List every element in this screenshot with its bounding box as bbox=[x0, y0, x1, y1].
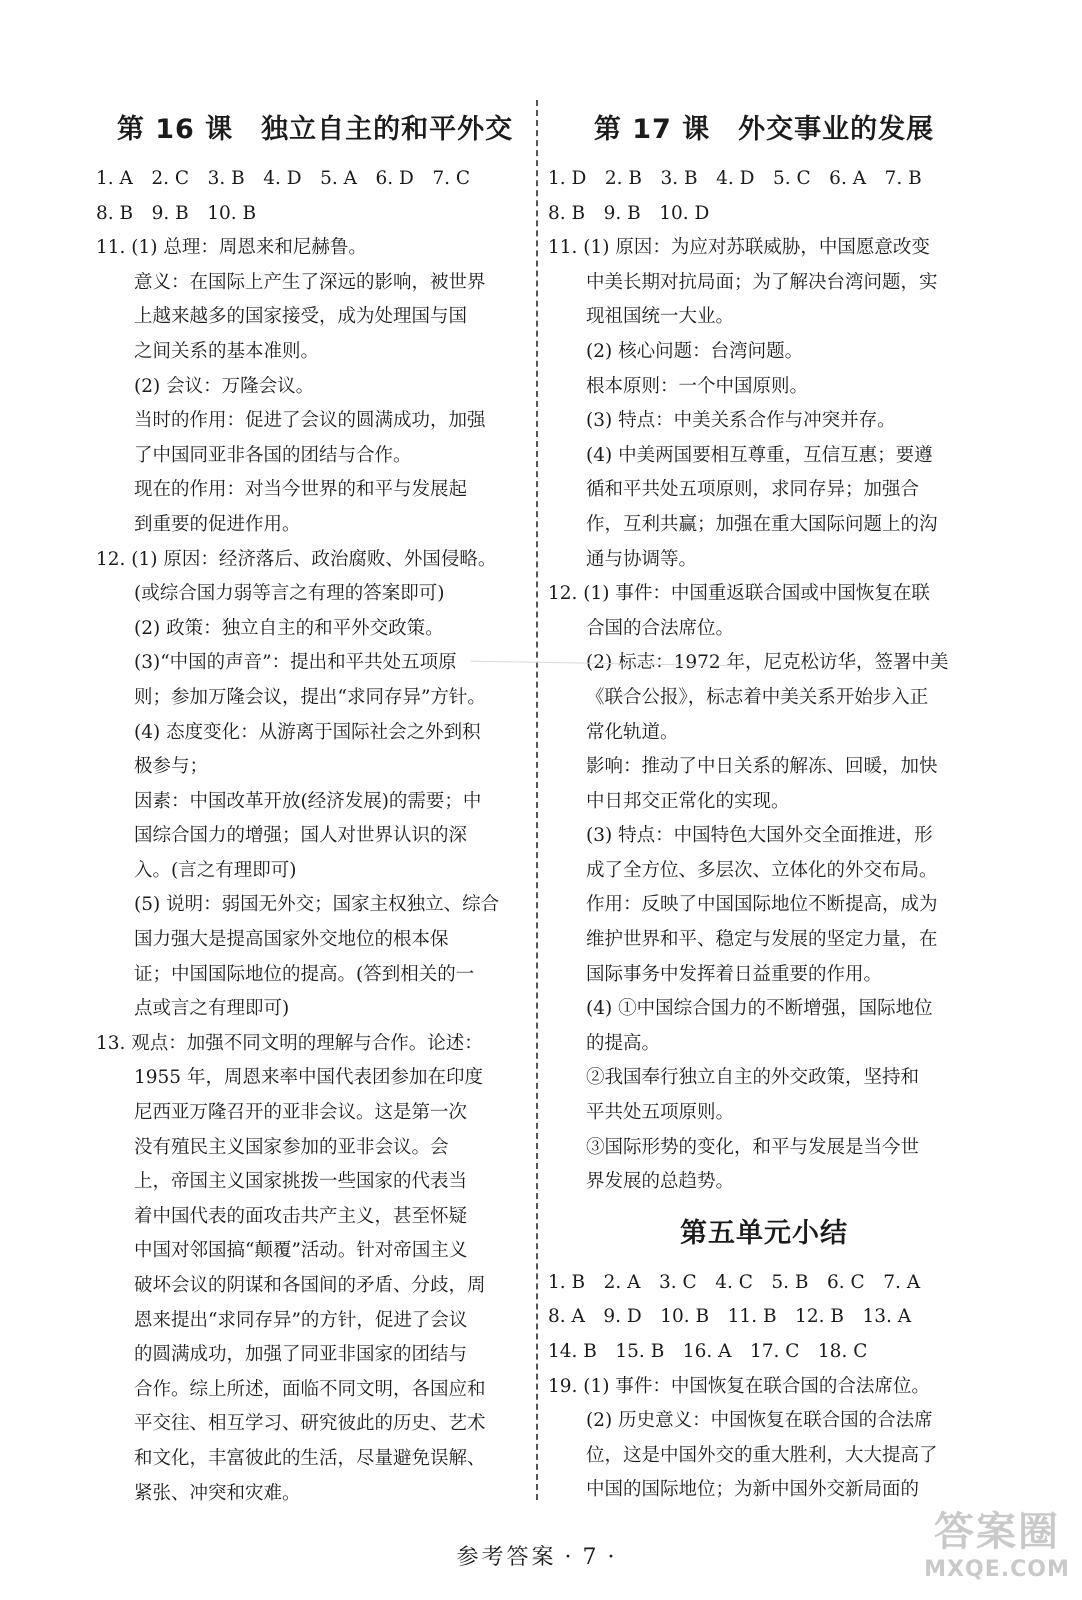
lesson-17-line: 循和平共处五项原则，求同存异；加强合 bbox=[586, 479, 920, 501]
lesson-17-line: 作，互利共赢；加强在重大国际问题上的沟 bbox=[586, 513, 938, 535]
unit-5-summary-line: 位，这是中国外交的重大胜利，大大提高了 bbox=[586, 1444, 938, 1466]
lesson-17-line: 通与协调等。 bbox=[586, 548, 698, 570]
lesson-16-line: (5) 说明：弱国无外交；国家主权独立、综合 bbox=[134, 894, 500, 916]
lesson-17-line: (4) ①中国综合国力的不断增强，国际地位 bbox=[586, 998, 933, 1020]
lesson-16-line: 紧张、冲突和灾难。 bbox=[134, 1482, 301, 1504]
lesson-16-line: 尼西亚万隆召开的亚非会议。这是第一次 bbox=[134, 1102, 468, 1124]
lesson-16-line: 恩来提出“求同存异”的方针，促进了会议 bbox=[134, 1309, 468, 1331]
lesson-17-line: ②我国奉行独立自主的外交政策，坚持和 bbox=[586, 1067, 920, 1089]
lesson-17-line: 12. (1) 事件：中国重返联合国或中国恢复在联 bbox=[548, 583, 930, 605]
lesson-16-line: (或综合国力弱等言之有理的答案即可) bbox=[134, 583, 445, 605]
lesson-16-line: 点或言之有理即可) bbox=[134, 998, 290, 1020]
lesson-16-line: 和文化，丰富彼此的生活，尽量避免误解、 bbox=[134, 1447, 486, 1469]
lesson-17-line: 平共处五项原则。 bbox=[586, 1102, 735, 1124]
lesson-17-line: 中日邦交正常化的实现。 bbox=[586, 790, 790, 812]
lesson-16-line: (2) 政策：独立自主的和平外交政策。 bbox=[134, 617, 444, 639]
lesson-17-line: 1. D 2. B 3. B 4. D 5. C 6. A 7. B bbox=[548, 168, 922, 189]
lesson-16-line: 证；中国国际地位的提高。(答到相关的一 bbox=[134, 963, 475, 985]
footer-dot-left: · bbox=[564, 1545, 575, 1570]
lesson-16-line: 极参与； bbox=[134, 756, 209, 778]
lesson-16-line: 的圆满成功，加强了同亚非国家的团结与 bbox=[134, 1344, 468, 1366]
lesson-17-line: 维护世界和平、稳定与发展的坚定力量，在 bbox=[586, 929, 938, 951]
lesson-16-line: 1. A 2. C 3. B 4. D 5. A 6. D 7. C bbox=[96, 168, 471, 189]
lesson-16-line: 11. (1) 总理：周恩来和尼赫鲁。 bbox=[96, 237, 367, 259]
lesson-16-line: 12. (1) 原因：经济落后、政治腐败、外国侵略。 bbox=[96, 548, 497, 570]
page-number: 7 bbox=[582, 1545, 600, 1570]
lesson-17-title: 第 17 课 外交事业的发展 bbox=[593, 114, 935, 145]
right-column bbox=[548, 110, 980, 1508]
lesson-17-line: 11. (1) 原因：为应对苏联威胁，中国愿意改变 bbox=[548, 237, 930, 259]
unit-5-summary-line: 中国的国际地位；为新中国外交新局面的 bbox=[586, 1479, 920, 1501]
watermark-cn: 答案圈 bbox=[934, 1509, 1060, 1555]
lesson-17-line: (2) 标志：1972 年，尼克松访华，签署中美 bbox=[586, 652, 949, 674]
lesson-17-line: 《联合公报》，标志着中美关系开始步入正 bbox=[586, 686, 929, 708]
lesson-16-title: 第 16 课 独立自主的和平外交 bbox=[116, 114, 514, 145]
lesson-16-line: 到重要的促进作用。 bbox=[134, 513, 301, 535]
page-footer bbox=[0, 1540, 1082, 1571]
lesson-16-line: 则；参加万隆会议，提出“求同存异”方针。 bbox=[134, 686, 486, 708]
lesson-17-line: (4) 中美两国要相互尊重，互信互惠；要遵 bbox=[586, 444, 933, 466]
lesson-16-line: 入。(言之有理即可) bbox=[134, 859, 297, 881]
unit-5-summary-line: 14. B 15. B 16. A 17. C 18. C bbox=[548, 1341, 868, 1362]
unit-5-summary-line: 19. (1) 事件：中国恢复在联合国的合法席位。 bbox=[548, 1375, 930, 1397]
lesson-17-line: 合国的合法席位。 bbox=[586, 617, 735, 639]
lesson-16-line: 因素：中国改革开放(经济发展)的需要；中 bbox=[134, 790, 482, 812]
lesson-17-line: (3) 特点：中美关系合作与冲突并存。 bbox=[586, 410, 896, 432]
lesson-17-line: (3) 特点：中国特色大国外交全面推进，形 bbox=[586, 825, 933, 847]
lesson-16-line: 1955 年，周恩来率中国代表团参加在印度 bbox=[134, 1067, 483, 1089]
lesson-17-answers bbox=[548, 162, 980, 1200]
unit-5-summary-answers bbox=[548, 1266, 980, 1508]
lesson-17-line: 成了全方位、多层次、立体化的外交布局。 bbox=[586, 859, 938, 881]
lesson-17-line: 根本原则：一个中国原则。 bbox=[586, 375, 809, 397]
lesson-17-line: 界发展的总趋势。 bbox=[586, 1171, 735, 1193]
lesson-16-answers bbox=[96, 162, 534, 1511]
lesson-16-line: (2) 会议：万隆会议。 bbox=[134, 375, 315, 397]
lesson-16-line: 国综合国力的增强；国人对世界认识的深 bbox=[134, 825, 468, 847]
left-column bbox=[96, 110, 534, 1511]
lesson-17-line: 的提高。 bbox=[586, 1032, 661, 1054]
footer-dot-right: · bbox=[607, 1545, 618, 1570]
footer-label: 参考答案 bbox=[456, 1545, 557, 1570]
lesson-16-line: (4) 态度变化：从游离于国际社会之外到积 bbox=[134, 721, 481, 743]
unit-5-summary-line: 1. B 2. A 3. C 4. C 5. B 6. C 7. A bbox=[548, 1271, 921, 1293]
lesson-16-line: (3)“中国的声音”：提出和平共处五项原 bbox=[134, 652, 457, 674]
watermark-en: MXQE.COM bbox=[924, 1557, 1070, 1582]
lesson-17-line: 现祖国统一大业。 bbox=[586, 306, 735, 328]
unit-5-summary-title: 第五单元小结 bbox=[680, 1217, 848, 1249]
lesson-17-line: 中美长期对抗局面；为了解决台湾问题，实 bbox=[586, 271, 938, 293]
unit-5-summary-line: (2) 历史意义：中国恢复在联合国的合法席 bbox=[586, 1410, 933, 1432]
lesson-16-line: 现在的作用：对当今世界的和平与发展起 bbox=[134, 479, 468, 501]
lesson-17-line: 8. B 9. B 10. D bbox=[548, 202, 710, 224]
lesson-16-line: 上，帝国主义国家挑拨一些国家的代表当 bbox=[134, 1171, 468, 1193]
lesson-16-line: 13. 观点：加强不同文明的理解与合作。论述： bbox=[96, 1032, 483, 1054]
watermark-logo bbox=[922, 1508, 1072, 1594]
column-divider bbox=[536, 100, 538, 1500]
lesson-16-line: 中国对邻国搞“颠覆”活动。针对帝国主义 bbox=[134, 1240, 468, 1262]
lesson-16-line: 意义：在国际上产生了深远的影响，被世界 bbox=[134, 271, 486, 293]
lesson-17-line: 作用：反映了中国国际地位不断提高，成为 bbox=[586, 894, 938, 916]
lesson-17-line: (2) 核心问题：台湾问题。 bbox=[586, 340, 804, 362]
lesson-17-line: 常化轨道。 bbox=[586, 721, 679, 743]
unit-5-summary-line: 8. A 9. D 10. B 11. B 12. B 13. A bbox=[548, 1306, 912, 1328]
lesson-16-line: 着中国代表的面攻击共产主义，甚至怀疑 bbox=[134, 1205, 468, 1227]
lesson-16-line: 合作。综上所述，面临不同文明，各国应和 bbox=[134, 1378, 486, 1400]
lesson-16-line: 平交往、相互学习、研究彼此的历史、艺术 bbox=[134, 1413, 486, 1435]
lesson-16-line: 上越来越多的国家接受，成为处理国与国 bbox=[134, 306, 468, 328]
lesson-17-line: 国际事务中发挥着日益重要的作用。 bbox=[586, 963, 883, 985]
lesson-16-line: 国力强大是提高国家外交地位的根本保 bbox=[134, 929, 449, 951]
lesson-16-line: 破坏会议的阴谋和各国间的矛盾、分歧，周 bbox=[134, 1275, 486, 1296]
lesson-16-line: 8. B 9. B 10. B bbox=[96, 202, 257, 224]
lesson-16-line: 没有殖民主义国家参加的亚非会议。会 bbox=[134, 1136, 449, 1158]
lesson-17-line: ③国际形势的变化，和平与发展是当今世 bbox=[586, 1136, 920, 1158]
lesson-16-line: 之间关系的基本准则。 bbox=[134, 340, 320, 362]
lesson-17-line: 影响：推动了中日关系的解冻、回暖，加快 bbox=[586, 756, 938, 778]
lesson-16-line: 当时的作用：促进了会议的圆满成功，加强 bbox=[134, 410, 486, 432]
lesson-16-line: 了中国同亚非各国的团结与合作。 bbox=[134, 444, 412, 466]
